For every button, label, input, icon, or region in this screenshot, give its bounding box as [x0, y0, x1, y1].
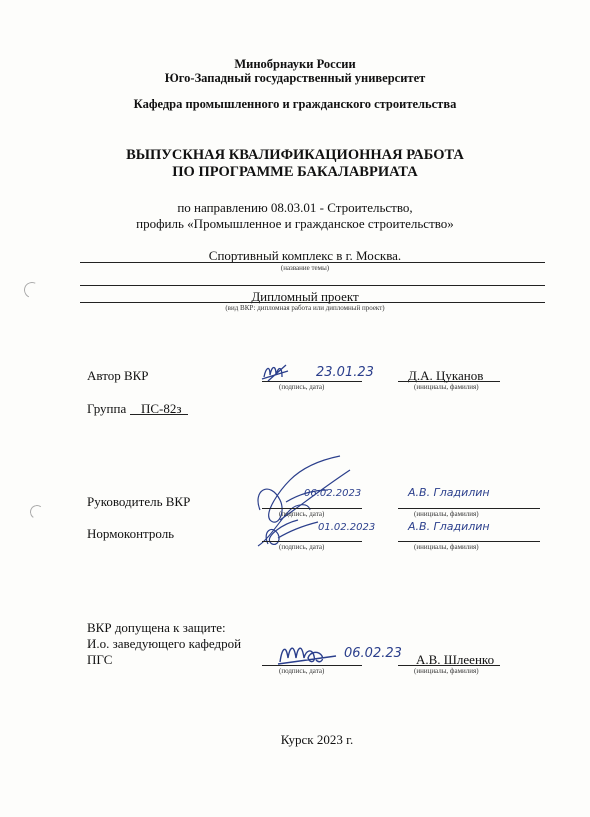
admission-sign-caption: (подпись, дата) [279, 667, 325, 675]
author-name: Д.А. Цуканов [408, 368, 484, 383]
work-type-value: Дипломный проект [251, 289, 359, 304]
supervisor-sign-line [262, 508, 362, 509]
footer-city-year: Курск 2023 г. [280, 732, 354, 747]
topic-caption: (название темы) [280, 264, 330, 272]
normcontrol-sign-line [262, 541, 362, 542]
group-label: Группа [87, 401, 127, 416]
supervisor-name: А.В. Гладилин [408, 486, 490, 499]
supervisor-name-line [398, 508, 540, 509]
admission-sign-line [262, 665, 362, 666]
work-type-caption: (вид ВКР: дипломная работа или дипломный проект) [225, 304, 385, 312]
topic-value: Спортивный комплекс в г. Москва. [208, 248, 402, 263]
university-name: Юго-Западный государственный университет [164, 71, 426, 85]
author-sign-line [262, 381, 362, 382]
author-label: Автор ВКР [87, 368, 149, 383]
supervisor-name-caption: (инициалы, фамилия) [414, 510, 479, 518]
group-underline [130, 414, 188, 415]
author-sign-caption: (подпись, дата) [279, 383, 325, 391]
document-title-line1: ВЫПУСКНАЯ КВАЛИФИКАЦИОННАЯ РАБОТА [126, 147, 464, 163]
normcontrol-name: А.В. Гладилин [408, 520, 490, 533]
admission-name-line [398, 665, 500, 666]
admission-signature-date: 06.02.23 [344, 646, 402, 661]
admission-signature-icon [276, 636, 346, 668]
direction-line1: по направлению 08.03.01 - Строительство, [177, 200, 413, 215]
normcontrol-name-line [398, 541, 540, 542]
topic-underline [80, 262, 545, 263]
group-value: ПС-82з [141, 401, 182, 416]
admission-line2: И.о. заведующего кафедрой [87, 636, 242, 651]
author-name-caption: (инициалы, фамилия) [414, 383, 479, 391]
punch-hole-mark [29, 504, 45, 520]
supervisor-signature-date: 06.02.2023 [304, 488, 362, 499]
author-name-line [398, 381, 500, 382]
admission-line3: ПГС [87, 652, 113, 667]
admission-line1: ВКР допущена к защите: [87, 620, 226, 635]
department-name: Кафедра промышленного и гражданского строительства [133, 97, 457, 111]
author-signature-date: 23.01.23 [316, 365, 374, 380]
direction-line2: профиль «Промышленное и гражданское строительство» [136, 216, 454, 231]
ministry-name: Минобрнауки России [234, 57, 356, 71]
work-type-underline [80, 302, 545, 303]
normcontrol-label: Нормоконтроль [87, 526, 175, 541]
supervisor-sign-caption: (подпись, дата) [279, 510, 325, 518]
document-title-line2: ПО ПРОГРАММЕ БАКАЛАВРИАТА [172, 164, 418, 180]
normcontrol-name-caption: (инициалы, фамилия) [414, 543, 479, 551]
admission-name: А.В. Шлеенко [416, 652, 495, 667]
normcontrol-signature-date: 01.02.2023 [318, 522, 376, 533]
normcontrol-sign-caption: (подпись, дата) [279, 543, 325, 551]
topic-blank-line [80, 285, 545, 286]
admission-name-caption: (инициалы, фамилия) [414, 667, 479, 675]
supervisor-label: Руководитель ВКР [87, 494, 191, 509]
